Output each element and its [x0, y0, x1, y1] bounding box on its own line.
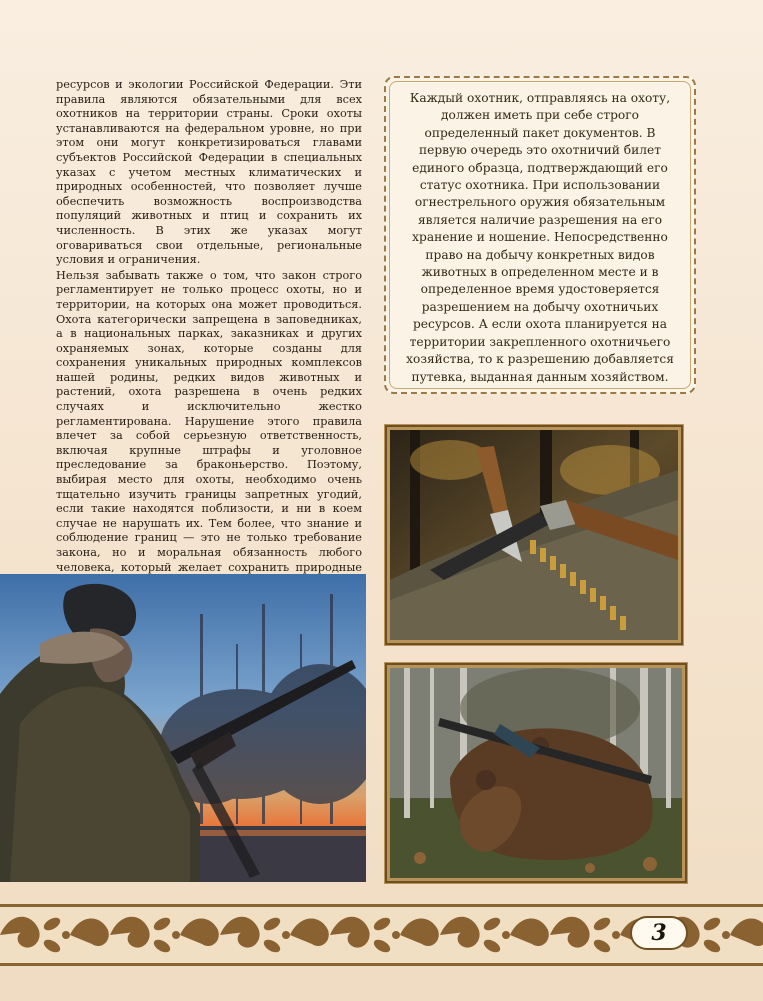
body-text-column [56, 78, 362, 648]
hunter-at-sunset-photo [0, 574, 366, 882]
bear-image [390, 668, 682, 878]
bear-trophy-photo [384, 662, 688, 884]
body-paragraph-1: ресурсов и экологии Российской Федерации. Эти правила являются обязательными для всех охотников на территории страны. Сроки охоты устанавливаются на федеральном уровне, но при этом они могут конкретизироваться главами субъектов Российской Федерации в специальных указах с учетом местных климатических и природных особенностей, что позволяет лучше обеспечить возможность воспроизводства популяций животных и птиц и сохранить их численность. В этих же указах могут оговариваться свои отдельные, региональные условия и ограничения. [56, 78, 362, 267]
page-number-badge: 3 [630, 916, 688, 950]
documents-callout-box [384, 76, 696, 394]
callout-text: Каждый охотник, отправляясь на охоту, должен иметь при себе строго определенный пакет документов. В первую очередь это охотничий билет единого образца, подтверждающий его статус охотника. При использовании огнестрельного оружия обязательным является наличие разрешения на его хранение и ношение. Непосредственно право на добычу конкретных видов животных в определенном месте и в определенное время удостоверяется разрешением на добычу охотничьих ресурсов. А если охота планируется на территории закрепленного охотничьего хозяйства, то к разрешению добавляется путевка, выданная данным хозяйством. [406, 91, 674, 384]
body-paragraph-2: Нельзя забывать также о том, что закон строго регламентирует не только процесс охоты, но и территории, на которых она может проводиться. Охота категорически запрещена в заповедниках, а в национальных парках, заказниках и других охраняемых зонах, которые созданы для сохранения уникальных природных комплексов нашей родины, редких видов животных и растений, охота разрешена в очень редких случаях и исключительно жестко регламентирована. Нарушение этого правила влечет за собой серьезную ответственность, включая крупные штрафы и уголовное преследование за браконьерство. Поэтому, выбирая место для охоты, необходимо очень тщательно изучить границы запретных угодий, если такие находятся поблизости, и ни в коем случае не нарушать их. Тем более, что знание и соблюдение границ — это не только требование закона, но и моральная обязанность любого человека, который желает сохранить природные [56, 268, 362, 574]
hunter-photo-image [0, 574, 366, 882]
knife-and-shotgun-photo [384, 424, 684, 646]
knife-shotgun-image [390, 430, 678, 640]
